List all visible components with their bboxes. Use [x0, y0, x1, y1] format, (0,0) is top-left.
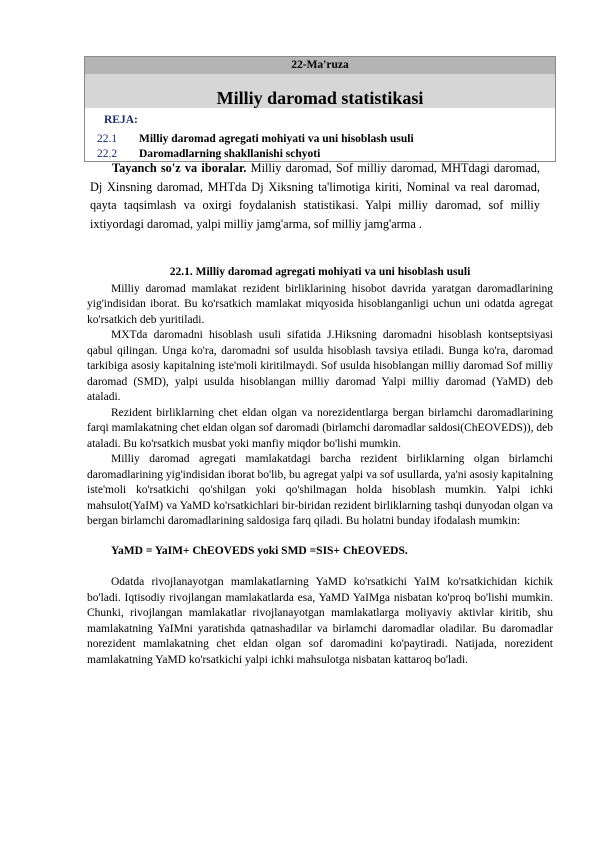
paragraph: Milliy daromad agregati mamlakatdagi barcha rezident birliklarning olgan birlamchi daromadlarining yig'indisidan iborat bo'lib, bu agregat yalpi va sof usullarda, ya'ni asosiy kapitalning iste'moli ko'rsatkichi qo'shilgan yoki qo'shilmagan holda hisoblash mumkin. Yalpi ichki mahsulot(YaIM) va YaMD ko'rsatkichlari bir-biridan rezident birliklarning tashqi dunyodan olgan va bergan birlamchi daromadlarining saldosiga farq qiladi. Bu holatni bunday ifodalash mumkin:: [87, 453, 553, 527]
plan-item-text: Milliy daromad agregati mohiyati va uni hisoblash usuli: [139, 133, 414, 145]
keywords-paragraph: [90, 159, 540, 233]
page-title: Milliy daromad statistikasi: [85, 74, 555, 108]
paragraph: Odatda rivojlanayotgan mamlakatlarning YaMD ko'rsatkichi YaIM ko'rsatkichidan kichik bo'ladi. Iqtisodiy rivojlangan mamlakatlarda esa, YaMD YaIMga nisbatan ko'proq bo'lishi mumkin. Chunki, rivojlangan mamlakatlar rivojlanayotgan mamlakatlarga moliyaviy aktivlar kiritib, shu mamlakatning YaIMni yaratishda qatnashadilar va birlamchi daromadlar oladilar. Bu daromadlar norezident mamlakatning chet eldan olgan sof daromadini ko'paytiradi. Natijada, norezident mamlakatning YaMD ko'rsatkichi yalpi ichki mahsulotga nisbatan kattaroq bo'ladi.: [87, 576, 553, 666]
plan-item-number: 22.2: [97, 148, 118, 160]
paragraph: MXTda daromadni hisoblash usuli sifatida J.Hiksning daromadni hisoblash kontseptsiyasi qabul qilingan. Unga ko'ra, daromadni sof usulda hisoblash tavsiya etiladi. Bunga ko'ra, daromad tarkibiga asosiy kapitalning iste'moli kiritilmaydi. Sof usulda hisoblangan milliy daromad Sof milliy daromad (SMD), yalpi usulda hisoblangan milliy daromad Yalpi milliy daromad (YaMD) deb ataladi.: [87, 329, 553, 403]
paragraph: Rezident birliklarning chet eldan olgan va norezidentlarga bergan birlamchi daromadlarining farqi mamlakatning chet eldan olgan sof daromadi (birlamchi daromadlar saldosi(ChEOVEDS)), deb ataladi. Bu ko'rsatkich musbat yoki manfiy miqdor bo'lishi mumkin.: [87, 406, 553, 450]
plan-label: REJA:: [104, 114, 138, 126]
plan-item-text: Daromadlarning shakllanishi schyoti: [139, 148, 321, 160]
lecture-header: [84, 56, 556, 162]
section-heading: 22.1. Milliy daromad agregati mohiyati va uni hisoblash usuli: [169, 266, 471, 278]
keywords-text: Milliy daromad, Sof milliy daromad, MHTdagi daromad, Dj Xinsning daromad, MHTda Dj Xiksning ta'limotiga kiriti, Nominal va real daromad, qayta taqsimlash va oxirgi foydalanish statistikasi. Yalpi milliy daromad, sof milliy ixtiyordagi daromad, yalpi milliy jamg'arma, sof milliy jamg'arma .: [90, 161, 540, 231]
paragraph: Milliy daromad mamlakat rezident birliklarining hisobot davrida yaratgan daromadlarining yig'indisidan iborat. Bu ko'rsatkich mamlakat miqyosida hisoblanganligi uchun uni odatda agregat ko'rsatkich deb yuritiladi.: [87, 282, 553, 326]
formula: YaMD = YaIM+ ChEOVEDS yoki SMD =SIS+ ChEOVEDS.: [111, 544, 408, 557]
plan-item-number: 22.1: [97, 133, 118, 145]
lecture-number: 22-Ma'ruza: [85, 57, 555, 74]
plan-item: [97, 131, 414, 147]
main-content: [87, 265, 553, 668]
keywords-label: Tayanch so'z va iboralar.: [112, 161, 247, 175]
